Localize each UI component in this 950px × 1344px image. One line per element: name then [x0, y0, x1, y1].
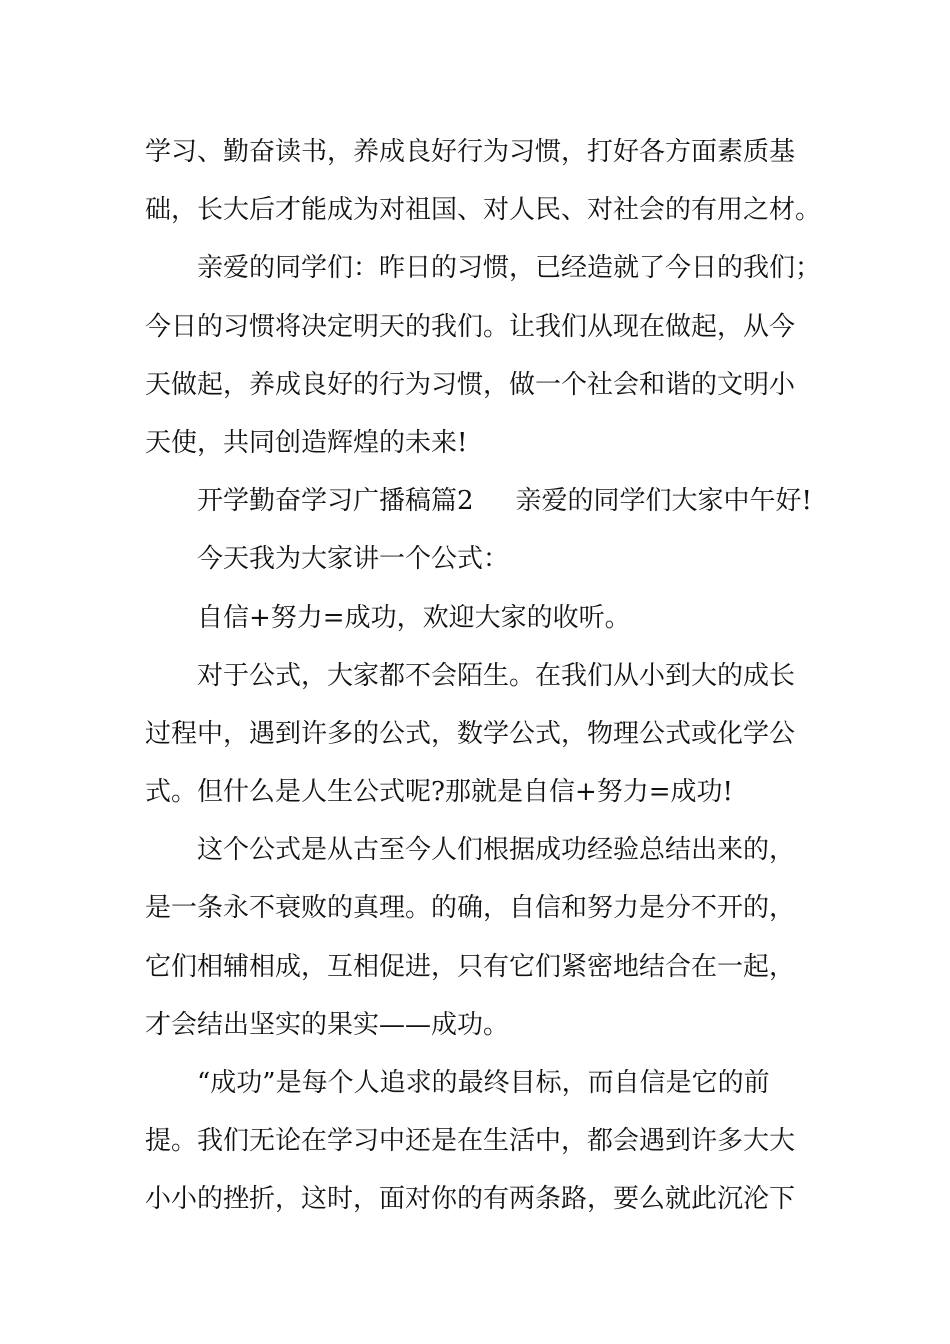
text-line: 今日的习惯将决定明天的我们。让我们从现在做起，从今: [145, 311, 796, 342]
section-heading-line: [145, 472, 815, 530]
greeting: 亲爱的同学们大家中午好!: [515, 486, 812, 517]
text-line: 小小的挫折，这时，面对你的有两条路，要么就此沉沦下: [145, 1184, 796, 1215]
paragraph-start-line: 对于公式，大家都不会陌生。在我们从小到大的成长: [197, 660, 796, 691]
paragraph-start-line: “成功”是每个人追求的最终目标，而自信是它的前: [197, 1068, 770, 1098]
text-line: 它们相辅相成，互相促进，只有它们紧密地结合在一起，: [145, 951, 796, 982]
text-line: 天做起，养成良好的行为习惯，做一个社会和谐的文明小: [145, 369, 796, 400]
text-line: 是一条永不衰败的真理。的确，自信和努力是分不开的，: [145, 893, 796, 924]
paragraph-start-line: 亲爱的同学们：昨日的习惯，已经造就了今日的我们；: [197, 253, 822, 284]
section-heading: 开学勤奋学习广播稿篇2: [197, 486, 474, 517]
paragraph-start-line: 今天我为大家讲一个公式：: [197, 544, 510, 575]
text-line: 式。但什么是人生公式呢?那就是自信+努力=成功!: [145, 777, 733, 808]
text-line: 天使，共同创造辉煌的未来!: [145, 427, 468, 458]
text-line: 础，长大后才能成为对祖国、对人民、对社会的有用之材。: [145, 195, 822, 226]
text-line: 过程中，遇到许多的公式，数学公式，物理公式或化学公: [145, 718, 796, 749]
body-text: [145, 123, 822, 1229]
text-line: 才会结出坚实的果实——成功。: [145, 1009, 510, 1040]
paragraph-start-line: 这个公式是从古至今人们根据成功经验总结出来的，: [197, 835, 796, 866]
paragraph-start-line: 自信+努力=成功，欢迎大家的收听。: [197, 602, 631, 633]
text-line: 学习、勤奋读书，养成良好行为习惯，打好各方面素质基: [145, 137, 796, 167]
text-line: 提。我们无论在学习中还是在生活中，都会遇到许多大大: [145, 1126, 796, 1157]
